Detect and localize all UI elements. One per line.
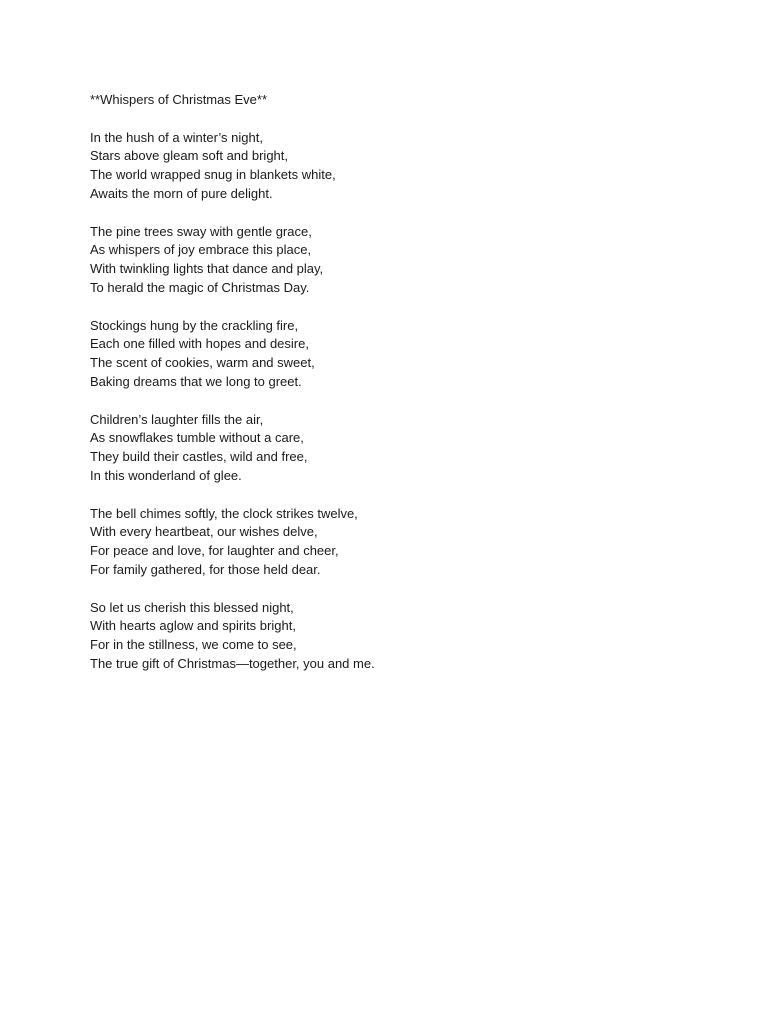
poem-line: Baking dreams that we long to greet. xyxy=(90,373,302,389)
poem-line: Stockings hung by the crackling fire, xyxy=(90,317,299,333)
poem-line: With hearts aglow and spirits bright, xyxy=(90,618,296,634)
stanza-4 xyxy=(90,411,690,486)
poem-title: **Whispers of Christmas Eve** xyxy=(90,92,267,107)
stanza-5 xyxy=(90,505,690,580)
poem-line: The bell chimes softly, the clock strikes twelve, xyxy=(90,505,358,521)
poem-line: To herald the magic of Christmas Day. xyxy=(90,279,310,295)
poem-line: With every heartbeat, our wishes delve, xyxy=(90,524,318,540)
poem-line: The pine trees sway with gentle grace, xyxy=(90,223,312,239)
poem-line: They build their castles, wild and free, xyxy=(90,449,308,465)
poem-line: For in the stillness, we come to see, xyxy=(90,637,297,653)
poem-line: As whispers of joy embrace this place, xyxy=(90,242,312,258)
poem-line: Children’s laughter fills the air, xyxy=(90,411,264,427)
stanza-1 xyxy=(90,129,690,204)
stanza-2 xyxy=(90,223,690,298)
stanza-6 xyxy=(90,599,690,674)
poem-line: For peace and love, for laughter and cheer, xyxy=(90,543,339,559)
poem-line: Each one filled with hopes and desire, xyxy=(90,336,309,352)
poem-line: So let us cherish this blessed night, xyxy=(90,599,294,615)
poem-line: For family gathered, for those held dear. xyxy=(90,561,321,577)
poem-line: The true gift of Christmas—together, you and me. xyxy=(90,655,375,671)
poem-line: The world wrapped snug in blankets white, xyxy=(90,167,336,183)
poem-line: With twinkling lights that dance and play, xyxy=(90,261,324,277)
stanza-3 xyxy=(90,317,690,392)
poem-line: The scent of cookies, warm and sweet, xyxy=(90,355,315,371)
poem-line: As snowflakes tumble without a care, xyxy=(90,430,304,446)
poem xyxy=(90,91,690,693)
poem-line: In this wonderland of glee. xyxy=(90,467,242,483)
poem-line: Stars above gleam soft and bright, xyxy=(90,148,289,164)
poem-line: Awaits the morn of pure delight. xyxy=(90,185,273,201)
poem-line: In the hush of a winter’s night, xyxy=(90,129,263,145)
